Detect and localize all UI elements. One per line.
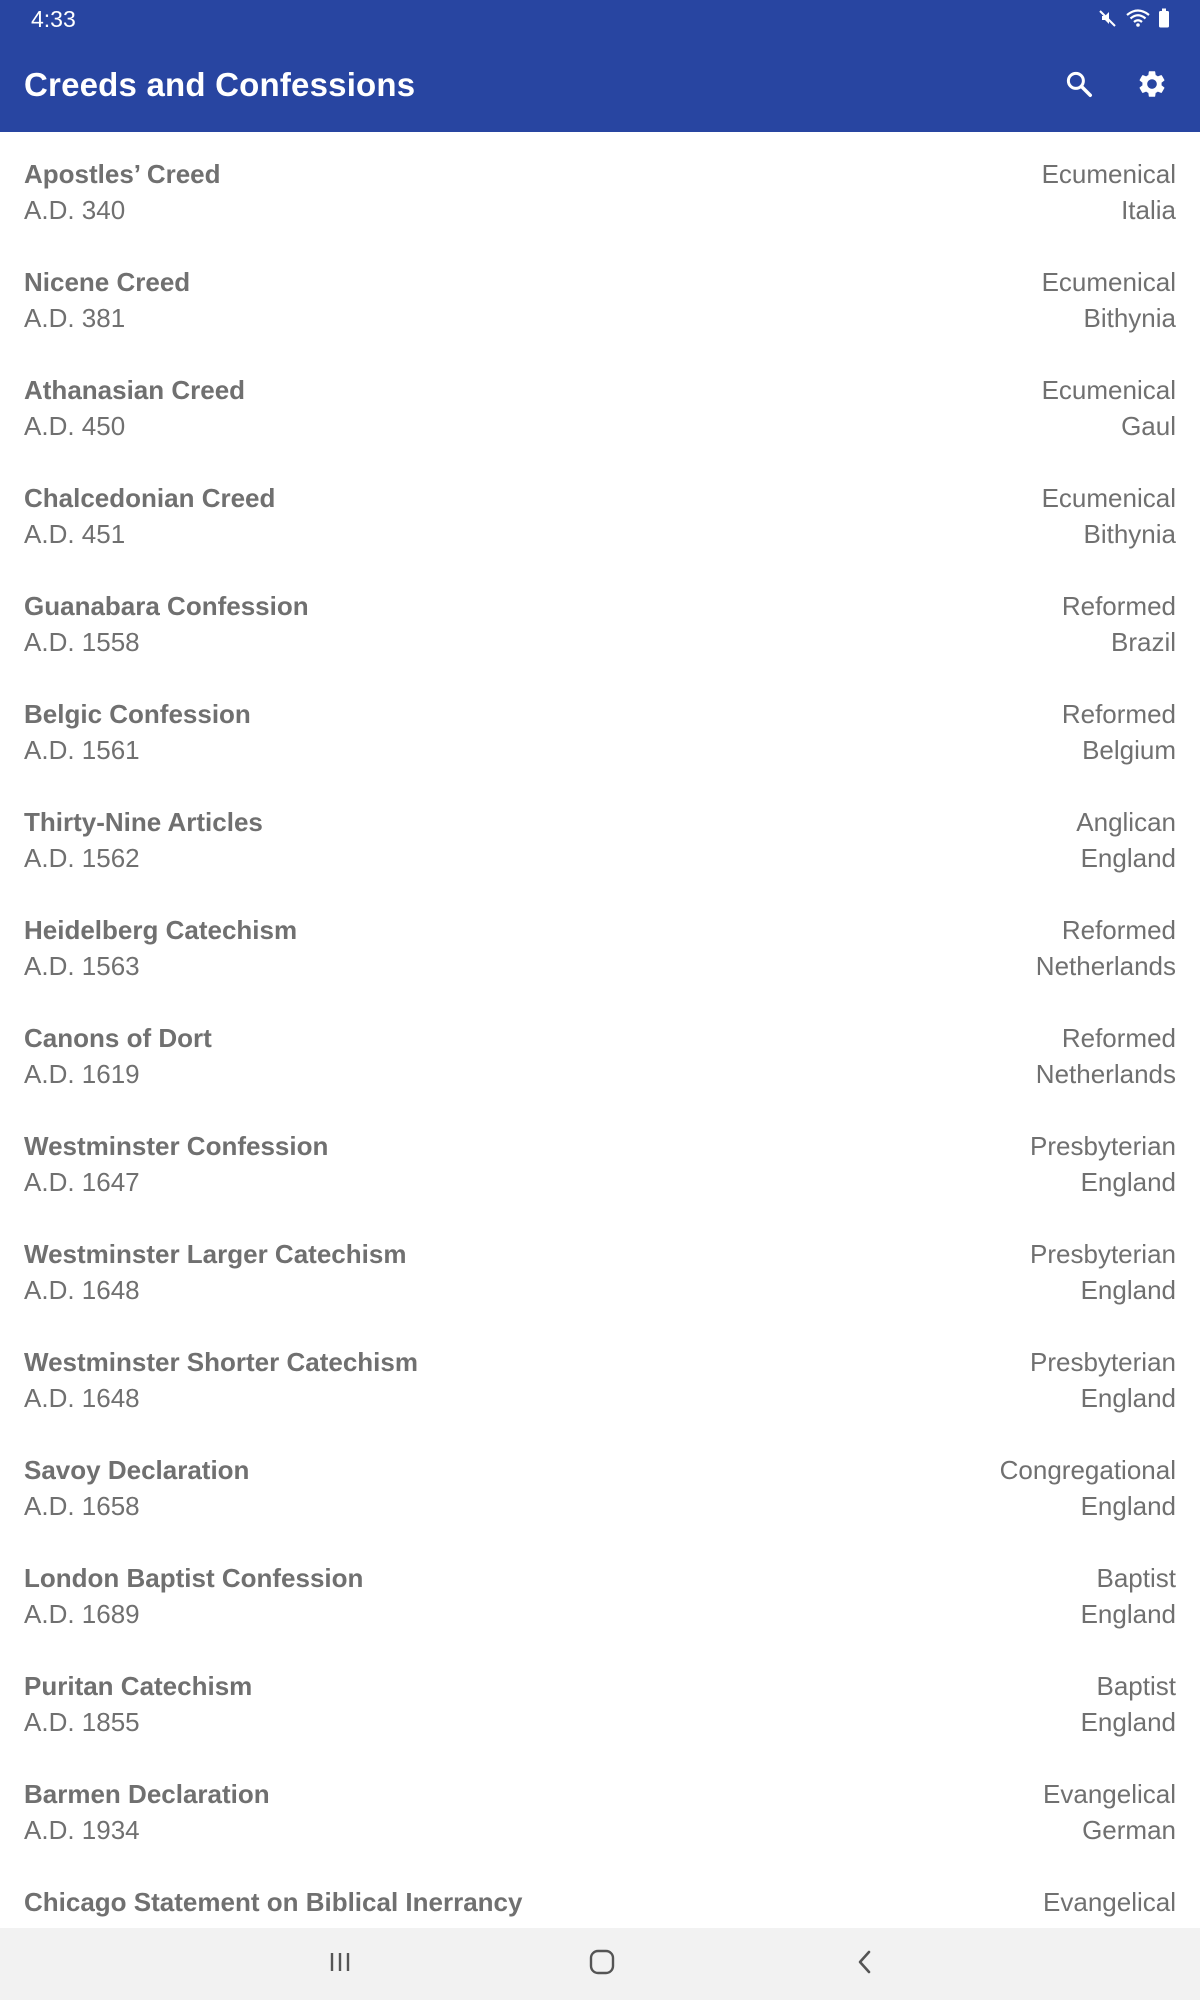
document-region: Bithynia: [1083, 303, 1176, 333]
document-region: Netherlands: [1035, 951, 1176, 981]
document-date: A.D. 1619: [24, 1059, 140, 1089]
document-date: A.D. 1558: [24, 627, 140, 657]
document-name: Barmen Declaration: [24, 1779, 270, 1809]
list-item[interactable]: [0, 132, 1200, 240]
document-date: A.D. 1648: [24, 1275, 140, 1305]
document-region: Italia: [1121, 195, 1176, 225]
document-region: England: [1080, 1491, 1176, 1521]
back-button[interactable]: [829, 1940, 901, 1988]
search-icon: [1064, 69, 1094, 104]
gear-icon: [1136, 68, 1168, 105]
document-name: Thirty-Nine Articles: [24, 807, 263, 837]
list-item[interactable]: [0, 996, 1200, 1104]
document-tradition: Ecumenical: [1041, 483, 1176, 513]
document-region: England: [1080, 1383, 1176, 1413]
document-tradition: Congregational: [999, 1455, 1176, 1485]
home-icon: [588, 1948, 616, 1981]
document-name: Belgic Confession: [24, 699, 251, 729]
document-tradition: Presbyterian: [1030, 1347, 1176, 1377]
document-region: Bithynia: [1083, 519, 1176, 549]
document-date: A.D. 1648: [24, 1383, 140, 1413]
list-item[interactable]: [0, 1644, 1200, 1752]
list-item[interactable]: [0, 780, 1200, 888]
settings-button[interactable]: [1128, 62, 1176, 110]
document-tradition: Ecumenical: [1041, 267, 1176, 297]
list-item[interactable]: [0, 888, 1200, 996]
document-name: Chalcedonian Creed: [24, 483, 276, 513]
document-date: A.D. 1647: [24, 1167, 140, 1197]
document-tradition: Presbyterian: [1030, 1239, 1176, 1269]
document-date: A.D. 1561: [24, 735, 140, 765]
wifi-icon: [1126, 8, 1150, 28]
document-tradition: Ecumenical: [1041, 375, 1176, 405]
document-name: Apostles’ Creed: [24, 159, 221, 189]
list-item[interactable]: [0, 1428, 1200, 1536]
document-region: Netherlands: [1035, 1059, 1176, 1089]
list-item[interactable]: [0, 1752, 1200, 1860]
document-tradition: Baptist: [1096, 1671, 1176, 1701]
document-date: A.D. 340: [24, 195, 126, 225]
list-item[interactable]: [0, 1212, 1200, 1320]
document-name: Savoy Declaration: [24, 1455, 250, 1485]
document-region: Gaul: [1121, 411, 1176, 441]
search-button[interactable]: [1055, 62, 1103, 110]
back-icon: [853, 1948, 877, 1981]
document-name: Westminster Larger Catechism: [24, 1239, 407, 1269]
document-date: A.D. 451: [24, 519, 126, 549]
status-icons: [1098, 7, 1170, 29]
list-item[interactable]: [0, 348, 1200, 456]
document-name: Athanasian Creed: [24, 375, 246, 405]
document-region: Brazil: [1110, 627, 1176, 657]
document-tradition: Anglican: [1076, 807, 1176, 837]
document-date: A.D. 1934: [24, 1815, 140, 1845]
document-region: England: [1080, 1275, 1176, 1305]
document-region: England: [1080, 1167, 1176, 1197]
document-tradition: Reformed: [1061, 699, 1176, 729]
system-nav-bar: [0, 1928, 1200, 2000]
list-item[interactable]: [0, 1104, 1200, 1212]
document-name: Chicago Statement on Biblical Inerrancy: [24, 1887, 523, 1917]
document-name: Puritan Catechism: [24, 1671, 253, 1701]
document-date: A.D. 381: [24, 303, 126, 333]
document-date: A.D. 1658: [24, 1491, 140, 1521]
document-name: Canons of Dort: [24, 1023, 212, 1053]
document-tradition: Evangelical: [1043, 1779, 1176, 1809]
document-tradition: Reformed: [1061, 915, 1176, 945]
document-date: A.D. 1563: [24, 951, 140, 981]
mute-icon: [1098, 8, 1118, 28]
document-tradition: Reformed: [1061, 1023, 1176, 1053]
app-bar: [0, 0, 1200, 132]
document-date: A.D. 1855: [24, 1707, 140, 1737]
status-time: 4:33: [31, 6, 76, 32]
list-item[interactable]: [0, 456, 1200, 564]
document-region: German: [1082, 1815, 1176, 1845]
document-date: A.D. 1562: [24, 843, 140, 873]
list-item[interactable]: [0, 1536, 1200, 1644]
document-tradition: Ecumenical: [1041, 159, 1176, 189]
document-name: Heidelberg Catechism: [24, 915, 298, 945]
recents-icon: [326, 1949, 354, 1980]
document-tradition: Presbyterian: [1030, 1131, 1176, 1161]
document-tradition: Reformed: [1061, 591, 1176, 621]
documents-list: [0, 132, 1200, 1928]
recents-button[interactable]: [304, 1940, 376, 1988]
document-region: England: [1080, 843, 1176, 873]
app-title: Creeds and Confessions: [24, 66, 416, 103]
list-item[interactable]: [0, 672, 1200, 780]
list-item[interactable]: [0, 1320, 1200, 1428]
home-button[interactable]: [566, 1940, 638, 1988]
document-date: A.D. 1689: [24, 1599, 140, 1629]
document-tradition: Evangelical: [1043, 1887, 1176, 1917]
document-region: England: [1080, 1599, 1176, 1629]
document-name: Westminster Shorter Catechism: [24, 1347, 418, 1377]
document-region: Belgium: [1082, 735, 1176, 765]
document-name: Westminster Confession: [24, 1131, 329, 1161]
list-item[interactable]: [0, 240, 1200, 348]
list-item[interactable]: [0, 564, 1200, 672]
document-name: Guanabara Confession: [24, 591, 309, 621]
document-tradition: Baptist: [1096, 1563, 1176, 1593]
document-name: London Baptist Confession: [24, 1563, 364, 1593]
document-name: Nicene Creed: [24, 267, 191, 297]
battery-icon: [1158, 8, 1170, 28]
document-date: A.D. 450: [24, 411, 126, 441]
document-region: England: [1080, 1707, 1176, 1737]
